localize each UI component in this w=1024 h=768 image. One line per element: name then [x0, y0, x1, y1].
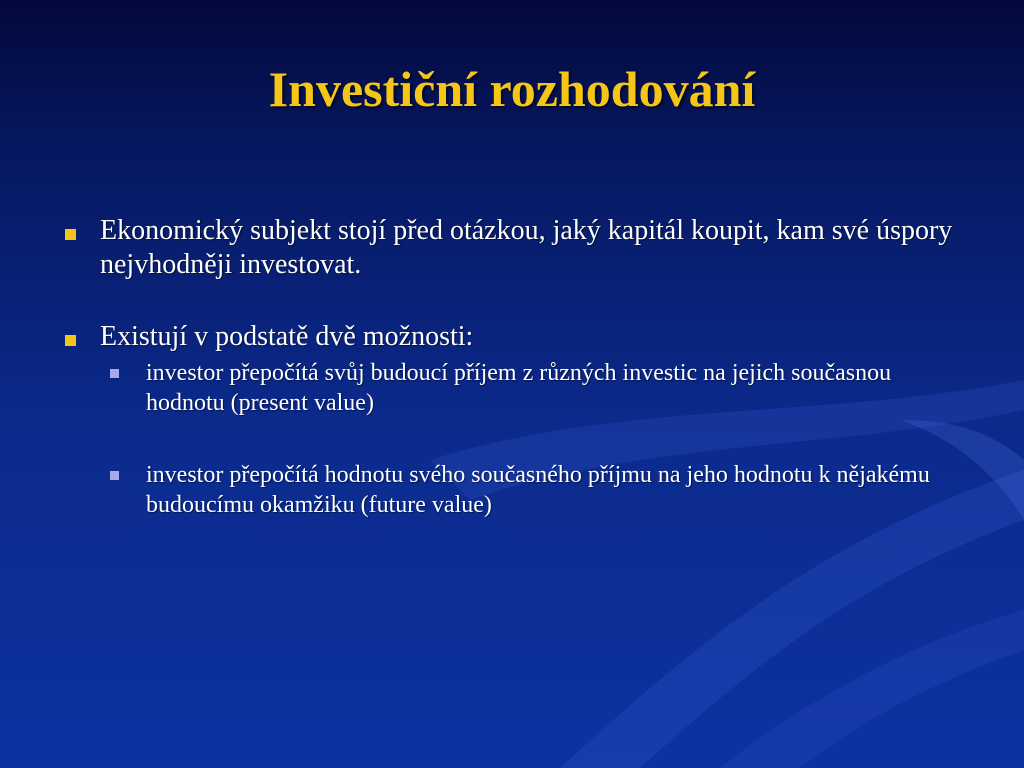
- square-bullet-icon: [65, 229, 76, 240]
- sub-bullet-item: [100, 358, 962, 418]
- bullet-item: [62, 214, 962, 282]
- slide-title: Investiční rozhodování: [268, 61, 756, 117]
- bullet-item: [62, 320, 962, 520]
- bullet-text: Ekonomický subjekt stojí před otázkou, jaký kapitál koupit, kam své úspory nejvhodněji investovat.: [100, 215, 953, 280]
- bullet-list: [62, 214, 962, 520]
- sub-bullet-text: investor přepočítá svůj budoucí příjem z různých investic na jejich současnou hodnotu (present value): [146, 360, 892, 416]
- bullet-text: Existují v podstatě dvě možnosti:: [100, 321, 474, 352]
- sub-bullet-text: investor přepočítá hodnotu svého současného příjmu na jeho hodnotu k nějakému budoucímu okamžiku (future value): [146, 462, 930, 518]
- sub-bullet-item: [100, 460, 962, 520]
- square-sub-bullet-icon: [110, 369, 119, 378]
- sub-bullet-list: [100, 358, 962, 520]
- square-bullet-icon: [65, 335, 76, 346]
- square-sub-bullet-icon: [110, 471, 119, 480]
